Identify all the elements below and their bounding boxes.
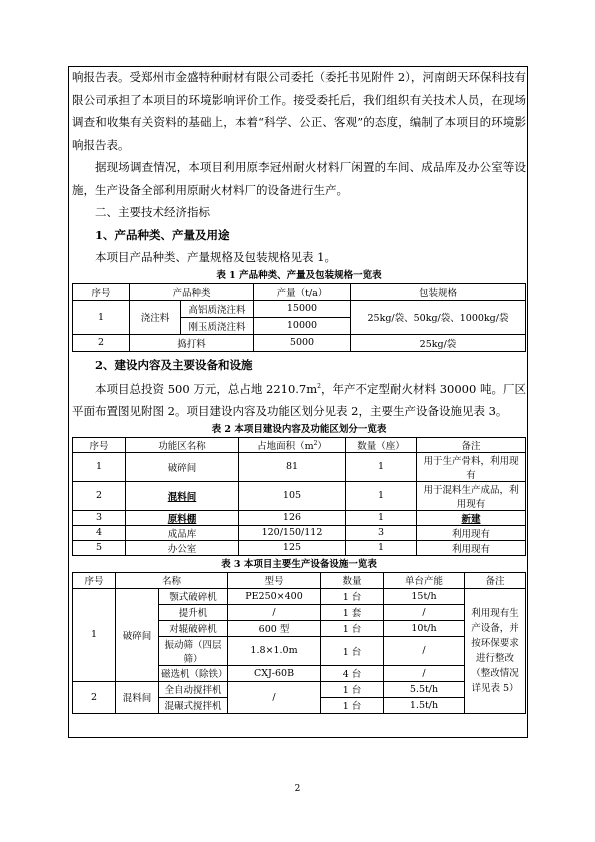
table-row bbox=[73, 510, 526, 525]
table-cell: 2 bbox=[73, 681, 116, 713]
table-cell: 1 台 bbox=[321, 588, 384, 604]
table-cell-note: 利用现有生产设备，并按环保要求进行整改（整改情况详见表 5） bbox=[465, 588, 526, 713]
table-cell: / bbox=[228, 604, 321, 620]
table-cell: 办公室 bbox=[126, 540, 239, 555]
table-cell: 破碎间 bbox=[126, 452, 239, 481]
table-cell: 1 bbox=[346, 540, 417, 555]
table-row bbox=[73, 334, 526, 351]
table-row bbox=[73, 588, 526, 604]
table-cell: 126 bbox=[239, 510, 346, 525]
table-header-cell: 名称 bbox=[116, 572, 228, 588]
table-header-cell: 备注 bbox=[417, 437, 526, 452]
table-cell: 1 bbox=[73, 452, 126, 481]
table-cell: 利用现有 bbox=[417, 525, 526, 540]
table-cell: 成品库 bbox=[126, 525, 239, 540]
table-cell: 刚玉质浇注料 bbox=[181, 317, 254, 334]
paragraph-product-ref: 本项目产品种类、产量规格及包装规格见表 1。 bbox=[95, 250, 336, 264]
table-header-cell: 产品种类 bbox=[130, 283, 254, 300]
table2-caption: 表 2 本项目建设内容及功能区划分一览表 bbox=[211, 423, 387, 435]
table-cell: 原料棚 bbox=[126, 510, 239, 525]
table-cell: 1 bbox=[346, 510, 417, 525]
table-header-cell: 包装规格 bbox=[351, 283, 526, 300]
table-cell: 1 bbox=[73, 300, 130, 334]
table-cell: 3 bbox=[346, 525, 417, 540]
area-header-text: 占地面积（m bbox=[257, 440, 314, 452]
table-cell: 全自动搅拌机 bbox=[159, 681, 228, 697]
table-cell: 1 台 bbox=[321, 681, 384, 697]
table-row bbox=[73, 481, 526, 510]
table-cell: 1 套 bbox=[321, 604, 384, 620]
area-header-sup: 2 bbox=[313, 439, 318, 447]
table-cell: 3 bbox=[73, 510, 126, 525]
table-cell: 振动筛（四层筛） bbox=[159, 636, 228, 665]
table-header-cell: 序号 bbox=[73, 572, 116, 588]
table-cell: 10000 bbox=[254, 317, 351, 334]
table-cell: 5 bbox=[73, 540, 126, 555]
table-cell: 10t/h bbox=[384, 620, 465, 636]
table-header-cell bbox=[239, 437, 346, 452]
table2-functional-areas bbox=[72, 437, 526, 556]
table-cell: 1 bbox=[73, 588, 116, 681]
table-cell: 用于生产骨料，利用现有 bbox=[417, 452, 526, 481]
table-cell: 高铝质浇注料 bbox=[181, 300, 254, 317]
table-cell: 120/150/112 bbox=[239, 525, 346, 540]
table-cell: 2 bbox=[73, 334, 130, 351]
table-header-cell: 备注 bbox=[465, 572, 526, 588]
table-header-row bbox=[73, 437, 526, 452]
table-cell: 颚式破碎机 bbox=[159, 588, 228, 604]
table-row bbox=[73, 681, 526, 697]
table3-caption: 表 3 本项目主要生产设备设施一览表 bbox=[221, 558, 377, 570]
table-cell: 81 bbox=[239, 452, 346, 481]
table-cell: 5.5t/h bbox=[384, 681, 465, 697]
investment-text-cont: ，年产不定型耐火材料 30000 吨。厂区平面布置图见附图 2。项目建设内容及功能区划分见表 2，主要生产设备设施见表 3。 bbox=[72, 381, 526, 419]
table-header-cell: 序号 bbox=[73, 437, 126, 452]
page-number: 2 bbox=[294, 784, 301, 794]
table-cell: 4 台 bbox=[321, 665, 384, 681]
table-header-row bbox=[73, 572, 526, 588]
table-cell: CXJ-60B bbox=[228, 665, 321, 681]
table-header-cell: 数量（座） bbox=[346, 437, 417, 452]
table1-products bbox=[72, 283, 526, 352]
table-cell: 混料间 bbox=[116, 681, 159, 713]
table-cell: 4 bbox=[73, 525, 126, 540]
table-header-row bbox=[73, 283, 526, 300]
area-unit-superscript: 2 bbox=[317, 383, 321, 390]
table-header-cell: 功能区名称 bbox=[126, 437, 239, 452]
table-cell: 混料间 bbox=[126, 481, 239, 510]
document-body bbox=[72, 66, 526, 714]
table-row bbox=[73, 300, 526, 317]
table-cell: 15t/h bbox=[384, 588, 465, 604]
table-cell: 1 bbox=[346, 452, 417, 481]
table-cell: 1 台 bbox=[321, 697, 384, 713]
table-cell: 用于混料生产成品，利用现有 bbox=[417, 481, 526, 510]
table-cell: 利用现有 bbox=[417, 540, 526, 555]
table-row bbox=[73, 525, 526, 540]
table-cell: 1.5t/h bbox=[384, 697, 465, 713]
table-cell: 15000 bbox=[254, 300, 351, 317]
table-cell: 1 台 bbox=[321, 620, 384, 636]
table-cell: 磁选机（除铁） bbox=[159, 665, 228, 681]
subheading-construction: 2、建设内容及主要设备和设施 bbox=[95, 357, 253, 372]
table-cell: 1.8×1.0m bbox=[228, 636, 321, 665]
table-cell: 破碎间 bbox=[116, 588, 159, 681]
table-header-cell: 序号 bbox=[73, 283, 130, 300]
table-row bbox=[73, 452, 526, 481]
table-header-cell: 数量 bbox=[321, 572, 384, 588]
table-cell: 125 bbox=[239, 540, 346, 555]
table-cell: / bbox=[384, 636, 465, 665]
table-cell: 600 型 bbox=[228, 620, 321, 636]
table-header-cell: 单台产能 bbox=[384, 572, 465, 588]
table-cell: 提升机 bbox=[159, 604, 228, 620]
paragraph-intro: 响报告表。受郑州市金盛特种耐材有限公司委托（委托书见附件 2），河南朗天环保科技有限公司承担了本项目的环境影响评价工作。接受委托后，我们组织有关技术人员，在现场调查和收集有关资料的基础上，本着“科学、公正、客观”的态度，编制了本项目的环境影响报告表。 bbox=[72, 70, 526, 152]
table-header-cell: 型号 bbox=[228, 572, 321, 588]
table-header-cell: 产量（t/a） bbox=[254, 283, 351, 300]
table-cell: / bbox=[228, 681, 321, 713]
table-cell: 对辊破碎机 bbox=[159, 620, 228, 636]
paragraph-site-survey: 据现场调查情况，本项目利用原李冠州耐火材料厂闲置的车间、成品库及办公室等设施，生产设备全部利用原耐火材料厂的设备进行生产。 bbox=[72, 160, 526, 197]
table-cell: 5000 bbox=[254, 334, 351, 351]
investment-text: 本项目总投资 500 万元，总占地 2210.7m bbox=[95, 381, 318, 396]
table-cell: / bbox=[384, 604, 465, 620]
table-cell: 浇注料 bbox=[130, 300, 181, 334]
subheading-products: 1、产品种类、产量及用途 bbox=[95, 227, 230, 242]
table-cell: / bbox=[384, 665, 465, 681]
table-cell: PE250×400 bbox=[228, 588, 321, 604]
table-cell: 105 bbox=[239, 481, 346, 510]
table-cell: 捣打料 bbox=[130, 334, 254, 351]
table-cell: 1 台 bbox=[321, 636, 384, 665]
table-cell: 25kg/袋、50kg/袋、1000kg/袋 bbox=[351, 300, 526, 334]
paragraph-investment bbox=[72, 376, 526, 423]
area-header-end: ） bbox=[317, 440, 327, 452]
section-heading: 二、主要技术经济指标 bbox=[95, 205, 210, 219]
table1-caption: 表 1 产品种类、产量及包装规格一览表 bbox=[216, 269, 382, 281]
table-row bbox=[73, 540, 526, 555]
table3-equipment bbox=[72, 572, 526, 714]
table-cell: 2 bbox=[73, 481, 126, 510]
table-cell: 1 bbox=[346, 481, 417, 510]
table-cell: 混碾式搅拌机 bbox=[159, 697, 228, 713]
table-cell: 新建 bbox=[417, 510, 526, 525]
table-cell: 25kg/袋 bbox=[351, 334, 526, 351]
